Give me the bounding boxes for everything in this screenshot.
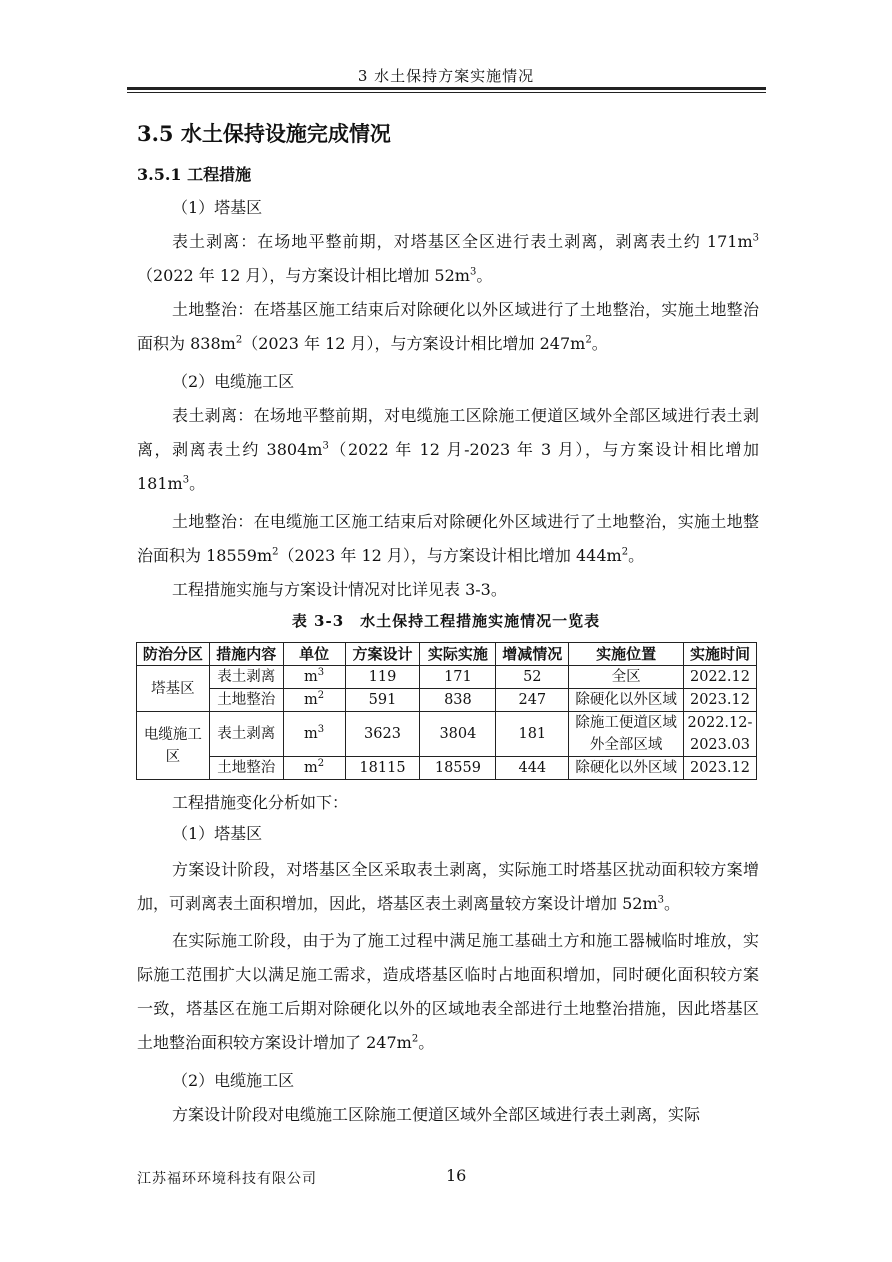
zone-cell: 塔基区: [137, 666, 210, 712]
change-cell: 181: [496, 712, 569, 757]
table-header: 增减情况: [496, 643, 569, 666]
measure-cell: 表土剥离: [209, 712, 283, 757]
location-cell: 除施工便道区域外全部区域: [569, 712, 684, 757]
table-header-row: [137, 643, 757, 666]
footer-company: 江苏福环环境科技有限公司: [137, 1171, 317, 1187]
time-cell: 2023.12: [683, 757, 756, 780]
plan-cell: 119: [345, 666, 420, 689]
measure-cell: 土地整治: [209, 757, 283, 780]
measure-cell: 土地整治: [209, 689, 283, 712]
unit-cell: $m^2$: [283, 689, 345, 712]
unit-cell: $m^3$: [283, 666, 345, 689]
table-header: 方案设计: [345, 643, 420, 666]
paragraph-tower-land: 土地整治：在塔基区施工结束后对除硬化以外区域进行了土地整治，实施土地整治面积为 $838m^2(2023$ 年 12 月），与方案设计相比增加 $247m^2$。: [137, 300, 759, 353]
table-row: [137, 712, 757, 757]
paragraph-analysis-intro: 工程措施变化分析如下：: [172, 793, 349, 812]
paragraph-analysis-tower-title: （1）塔基区: [172, 824, 263, 843]
paragraph-analysis-cable-title: （2）电缆施工区: [172, 1071, 295, 1090]
subsection-heading: 3.5.1 工程措施: [137, 165, 252, 184]
table-header: 实际实施: [420, 643, 496, 666]
paragraph-analysis-tower-topsoil: 方案设计阶段，对塔基区全区采取表土剥离，实际施工时塔基区扰动面积较方案增加，可剥离表土面积增加，因此，塔基区表土剥离量较方案设计增加 $52m^3$。: [137, 860, 759, 913]
location-cell: 全区: [569, 666, 684, 689]
measure-cell: 表土剥离: [209, 666, 283, 689]
header-rule-thin: [127, 92, 766, 93]
paragraph-cable-land: 土地整治：在电缆施工区施工结束后对除硬化外区域进行了土地整治，实施土地整治面积为 $18559m^2(2023$ 年 12 月），与方案设计相比增加 $444m^2$。: [137, 512, 759, 565]
plan-cell: 18115: [345, 757, 420, 780]
zone-cell: 电缆施工区: [137, 712, 210, 780]
table-row: [137, 757, 757, 780]
table-header: 实施时间: [683, 643, 756, 666]
section-heading: 3.5 水土保持设施完成情况: [137, 121, 391, 146]
actual-cell: 3804: [420, 712, 496, 757]
paragraph-table-ref: 工程措施实施与方案设计情况对比详见表 3-3。: [172, 580, 507, 599]
unit-cell: $m^2$: [283, 757, 345, 780]
table-caption: 表 3-3 水土保持工程措施实施情况一览表: [291, 612, 601, 630]
change-cell: 52: [496, 666, 569, 689]
location-cell: 除硬化以外区域: [569, 757, 684, 780]
location-cell: 除硬化以外区域: [569, 689, 684, 712]
plan-cell: 591: [345, 689, 420, 712]
change-cell: 444: [496, 757, 569, 780]
page-number: 16: [446, 1166, 467, 1185]
plan-cell: 3623: [345, 712, 420, 757]
paragraph-cable-topsoil: 表土剥离：在场地平整前期，对电缆施工区除施工便道区域外全部区域进行表土剥离，剥离表土约 $3804m^3(2022$ 年 12 月-2023 年 3 月），与方案设计相比增加 $181m^3$。: [137, 406, 759, 493]
table-header: 单位: [283, 643, 345, 666]
actual-cell: 171: [420, 666, 496, 689]
measures-table: [136, 642, 757, 780]
actual-cell: 838: [420, 689, 496, 712]
table-row: [137, 666, 757, 689]
change-cell: 247: [496, 689, 569, 712]
paragraph-tower-topsoil: 表土剥离：在场地平整前期，对塔基区全区进行表土剥离，剥离表土约 $171m^3(2022$ 年 12 月），与方案设计相比增加 $52m^3$。: [137, 232, 759, 285]
paragraph-tower-zone-title: （1）塔基区: [172, 198, 263, 217]
table-header: 实施位置: [569, 643, 684, 666]
table-row: [137, 689, 757, 712]
paragraph-cable-zone-title: （2）电缆施工区: [172, 372, 295, 391]
table-header: 防治分区: [137, 643, 210, 666]
time-cell: 2023.12: [683, 689, 756, 712]
header-rule-thick: [127, 87, 766, 90]
actual-cell: 18559: [420, 757, 496, 780]
running-header: 3 水土保持方案实施情况: [357, 67, 535, 85]
paragraph-analysis-cable: 方案设计阶段对电缆施工区除施工便道区域外全部区域进行表土剥离，实际: [172, 1105, 701, 1124]
time-cell: 2022.12-2023.03: [683, 712, 756, 757]
table-header: 措施内容: [209, 643, 283, 666]
time-cell: 2022.12: [683, 666, 756, 689]
unit-cell: $m^3$: [283, 712, 345, 757]
paragraph-analysis-tower-land: 在实际施工阶段，由于为了施工过程中满足施工基础土方和施工器械临时堆放，实际施工范围扩大以满足施工需求，造成塔基区临时占地面积增加，同时硬化面积较方案一致，塔基区在施工后期对除硬化以外的区域地表全部进行土地整治措施，因此塔基区土地整治面积较方案设计增加了 $247m^2$。: [137, 931, 759, 1052]
